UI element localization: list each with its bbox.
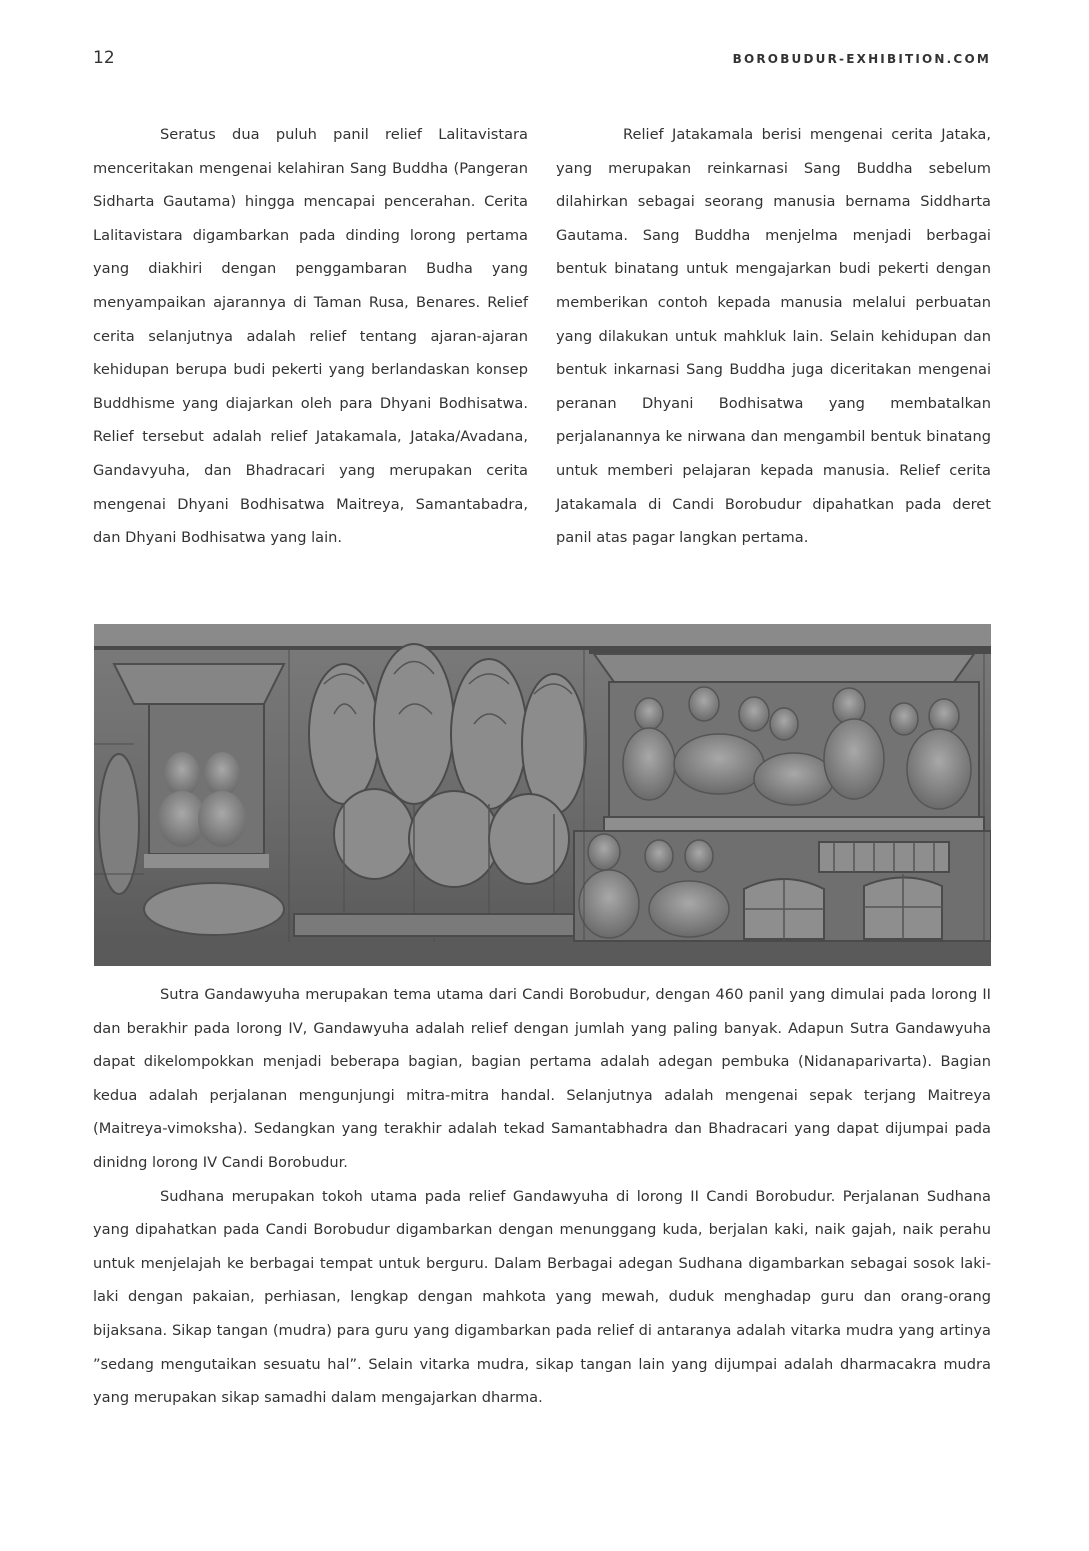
body-paragraph-1: Sutra Gandawyuha merupakan tema utama dari Candi Borobudur, dengan 460 panil yang dimulai pada lorong II dan berakhir pada lorong IV, Gandawyuha adalah relief dengan jumlah yang paling banyak. Adapun Sutra Gandawyuha dapat dikelompokkan menjadi beberapa bagian, bagian pertama adalah adegan pembuka (Nidanaparivarta). Bagian kedua adalah perjalanan mengunjungi mitra-mitra handal. Selanjutnya adalah mengenai sepak terjang Maitreya (Maitreya-vimoksha). Sedangkan yang terakhir adalah tekad Samantabhadra dan Bhadracari yang dapat dijumpai pada dinidng lorong IV Candi Borobudur. [93,986,991,1171]
body-paragraph-2: Sudhana merupakan tokoh utama pada relief Gandawyuha di lorong II Candi Borobudur. Perjalanan Sudhana yang dipahatkan pada Candi Borobudur digambarkan dengan menunggang kuda, berjalan kaki, naik gajah, naik perahu untuk menjelajah ke berbagai tempat untuk berguru. Dalam Berbagai adegan Sudhana digambarkan sebagai sosok laki-laki dengan pakaian, perhiasan, lengkap dengan mahkota yang mewah, duduk menghadap guru dan orang-orang bijaksana. Sikap tangan (mudra) para guru yang digambarkan pada relief di antaranya adalah vitarka mudra yang artinya ”sedang mengutaikan sesuatu hal”. Selain vitarka mudra, sikap tangan lain yang dijumpai adalah dharmacakra mudra yang merupakan sikap samadhi dalam mengajarkan dharma. [93,1187,991,1407]
page-number: 12 [93,48,115,68]
left-column [93,118,528,555]
right-column-paragraph: Relief Jatakamala berisi mengenai cerita Jataka, yang merupakan reinkarnasi Sang Buddha sebelum dilahirkan sebagai seorang manusia bernama Siddharta Gautama. Sang Buddha menjelma menjadi berbagai bentuk binatang untuk mengajarkan budi pekerti dengan memberikan contoh kepada manusia melalui perbuatan yang dilakukan untuk mahkluk lain. Selain kehidupan dan bentuk inkarnasi Sang Buddha juga diceritakan mengenai peranan Dhyani Bodhisatwa yang membatalkan perjalanannya ke nirwana dan mengambil bentuk binatang untuk memberi pelajaran kepada manusia. Relief cerita Jatakamala di Candi Borobudur dipahatkan pada deret panil atas pagar langkan pertama. [556,126,991,547]
left-column-paragraph: Seratus dua puluh panil relief Lalitavistara menceritakan mengenai kelahiran Sang Buddha (Pangeran Sidharta Gautama) hingga mencapai pencerahan. Cerita Lalitavistara digambarkan pada dinding lorong pertama yang diakhiri dengan penggambaran Budha yang menyampaikan ajarannya di Taman Rusa, Benares. Relief cerita selanjutnya adalah relief tentang ajaran-ajaran kehidupan berupa budi pekerti yang berlandaskan konsep Buddhisme yang diajarkan oleh para Dhyani Bodhisatwa. Relief tersebut adalah relief Jatakamala, Jataka/Avadana, Gandavyuha, dan Bhadracari yang merupakan cerita mengenai Dhyani Bodhisatwa Maitreya, Samantabadra, dan Dhyani Bodhisatwa yang lain. [93,126,528,547]
body-text [93,978,991,1415]
relief-photo [94,624,991,966]
right-column [556,118,991,555]
site-name: BOROBUDUR-EXHIBITION.COM [732,52,991,66]
